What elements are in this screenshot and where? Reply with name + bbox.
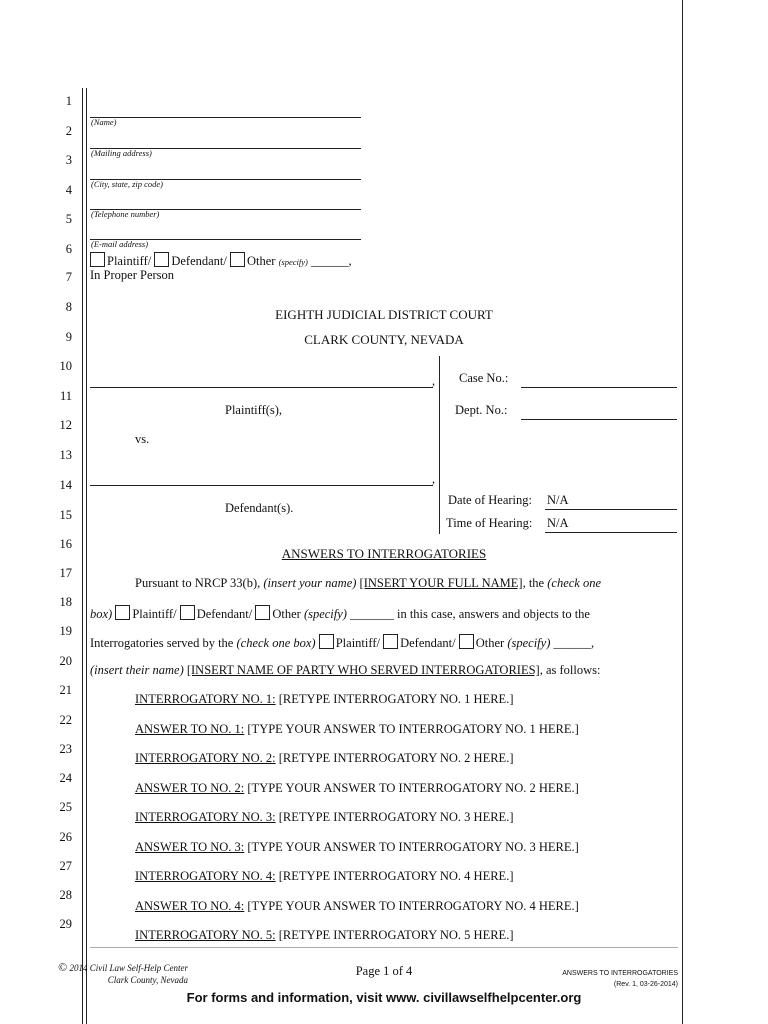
line-number: 1 (65, 94, 72, 108)
item-text[interactable]: [TYPE YOUR ANSWER TO INTERROGATORY NO. 2 HERE.] (247, 781, 579, 795)
line-number: 4 (65, 183, 72, 197)
line-number: 11 (59, 389, 72, 403)
item-text[interactable]: [TYPE YOUR ANSWER TO INTERROGATORY NO. 3 HERE.] (247, 840, 579, 854)
time-hearing-line (545, 532, 677, 533)
body-plaintiff-checkbox[interactable] (115, 605, 130, 620)
interrogatory-item (135, 751, 513, 766)
served-plaintiff-checkbox[interactable] (319, 634, 334, 649)
line-number: 3 (65, 153, 72, 167)
body-defendant-checkbox[interactable] (180, 605, 195, 620)
line-number: 13 (59, 448, 72, 462)
line-number: 19 (59, 624, 72, 638)
item-label: ANSWER TO NO. 2: (135, 781, 245, 795)
defendant-checkbox[interactable] (154, 252, 169, 267)
defendant-name-line (90, 485, 433, 486)
line-number: 17 (59, 566, 72, 580)
line-number: 7 (65, 270, 72, 284)
vs-label: vs. (135, 432, 150, 446)
line-number: 28 (59, 888, 72, 902)
phone-label: (Telephone number) (91, 209, 160, 219)
date-hearing-line (545, 509, 677, 510)
footer-rule (90, 947, 678, 948)
line-number: 29 (59, 917, 72, 931)
item-label: ANSWER TO NO. 1: (135, 722, 245, 736)
name-line (90, 117, 361, 118)
comma-2: , (432, 472, 436, 486)
court-name: EIGHTH JUDICIAL DISTRICT COURT (275, 307, 493, 322)
line-number: 16 (59, 537, 72, 551)
line-number: 6 (65, 242, 72, 256)
plaintiff-checkbox[interactable] (90, 252, 105, 267)
line-number: 14 (59, 478, 72, 492)
line-number: 5 (65, 212, 72, 226)
plaintiff-name-line (90, 387, 433, 388)
right-margin-rule (682, 0, 683, 1024)
mailing-label: (Mailing address) (91, 148, 152, 158)
interrogatory-item (135, 722, 579, 737)
proper-person: In Proper Person (90, 268, 175, 282)
interrogatory-item (135, 692, 513, 707)
caption-divider (439, 356, 440, 534)
line-number: 21 (59, 683, 72, 697)
item-text[interactable]: [RETYPE INTERROGATORY NO. 2 HERE.] (278, 751, 514, 765)
name-label: (Name) (91, 117, 117, 127)
line-number: 12 (59, 418, 72, 432)
defendants-label: Defendant(s). (225, 501, 294, 515)
court-county: CLARK COUNTY, NEVADA (304, 332, 464, 347)
item-label: INTERROGATORY NO. 5: (135, 928, 276, 942)
item-text[interactable]: [RETYPE INTERROGATORY NO. 5 HERE.] (278, 928, 514, 942)
line-number: 26 (59, 830, 72, 844)
item-label: INTERROGATORY NO. 2: (135, 751, 276, 765)
city-label: (City, state, zip code) (91, 179, 164, 189)
footer-visit[interactable]: For forms and information, visit www. civillawselfhelpcenter.org (186, 990, 582, 1005)
party-line: Plaintiff/ Defendant/ Other (specify) ______, (90, 252, 352, 269)
time-hearing-label: Time of Hearing: (446, 516, 533, 530)
item-text[interactable]: [RETYPE INTERROGATORY NO. 1 HERE.] (278, 692, 514, 706)
line-number: 20 (59, 654, 72, 668)
dept-no-label: Dept. No.: (455, 403, 508, 417)
date-hearing-label: Date of Hearing: (448, 493, 532, 507)
line-number: 9 (65, 330, 72, 344)
line-number: 18 (59, 595, 72, 609)
footer-right: ANSWERS TO INTERROGATORIES (Rev. 1, 03-26-2014) (562, 970, 678, 988)
case-no-line[interactable] (521, 387, 677, 388)
item-label: ANSWER TO NO. 4: (135, 899, 245, 913)
interrogatory-item (135, 869, 513, 884)
item-text[interactable]: [RETYPE INTERROGATORY NO. 3 HERE.] (278, 810, 514, 824)
item-text[interactable]: [TYPE YOUR ANSWER TO INTERROGATORY NO. 1 HERE.] (247, 722, 579, 736)
copyright-symbol: © (58, 960, 68, 974)
interrogatory-item (135, 810, 513, 825)
line-number: 2 (65, 124, 72, 138)
dept-no-line[interactable] (521, 419, 677, 420)
other-checkbox[interactable] (230, 252, 245, 267)
line-number: 24 (59, 771, 72, 785)
item-text[interactable]: [TYPE YOUR ANSWER TO INTERROGATORY NO. 4 HERE.] (247, 899, 579, 913)
line-number: 8 (65, 300, 72, 314)
line-number: 22 (59, 713, 72, 727)
plaintiffs-label: Plaintiff(s), (225, 403, 283, 417)
interrogatory-item (135, 781, 579, 796)
line-number: 15 (59, 508, 72, 522)
item-label: INTERROGATORY NO. 3: (135, 810, 276, 824)
page-number: Page 1 of 4 (355, 964, 413, 978)
item-label: ANSWER TO NO. 3: (135, 840, 245, 854)
body-line-3: Interrogatories served by the (check one box) Plaintiff/ Defendant/ Other (specify) ______, (90, 636, 595, 650)
interrogatory-item (135, 928, 513, 943)
line-number: 23 (59, 742, 72, 756)
body-other-checkbox[interactable] (255, 605, 270, 620)
case-no-label: Case No.: (459, 371, 509, 385)
time-hearing-value: N/A (547, 516, 569, 530)
body-line-1: Pursuant to NRCP 33(b), (insert your name) [INSERT YOUR FULL NAME], the (check one (135, 576, 602, 590)
item-label: INTERROGATORY NO. 4: (135, 869, 276, 883)
item-text[interactable]: [RETYPE INTERROGATORY NO. 4 HERE.] (278, 869, 514, 883)
document-title: ANSWERS TO INTERROGATORIES (281, 546, 487, 561)
body-line-2: box) Plaintiff/ Defendant/ Other (specify) _______ in this case, answers and objects to the (90, 607, 590, 621)
line-number: 25 (59, 800, 72, 814)
interrogatory-item (135, 899, 579, 914)
date-hearing-value: N/A (547, 493, 569, 507)
email-label: (E-mail address) (91, 239, 149, 249)
served-other-checkbox[interactable] (459, 634, 474, 649)
comma-1: , (432, 374, 436, 388)
served-defendant-checkbox[interactable] (383, 634, 398, 649)
item-label: INTERROGATORY NO. 1: (135, 692, 276, 706)
body-line-4: (insert their name) [INSERT NAME OF PARTY WHO SERVED INTERROGATORIES], as follows: (90, 663, 601, 677)
interrogatory-item (135, 840, 579, 855)
line-number: 27 (59, 859, 72, 873)
line-number: 10 (59, 359, 72, 373)
footer-left: © 2014 Civil Law Self-Help Center Clark County, Nevada (58, 960, 188, 985)
